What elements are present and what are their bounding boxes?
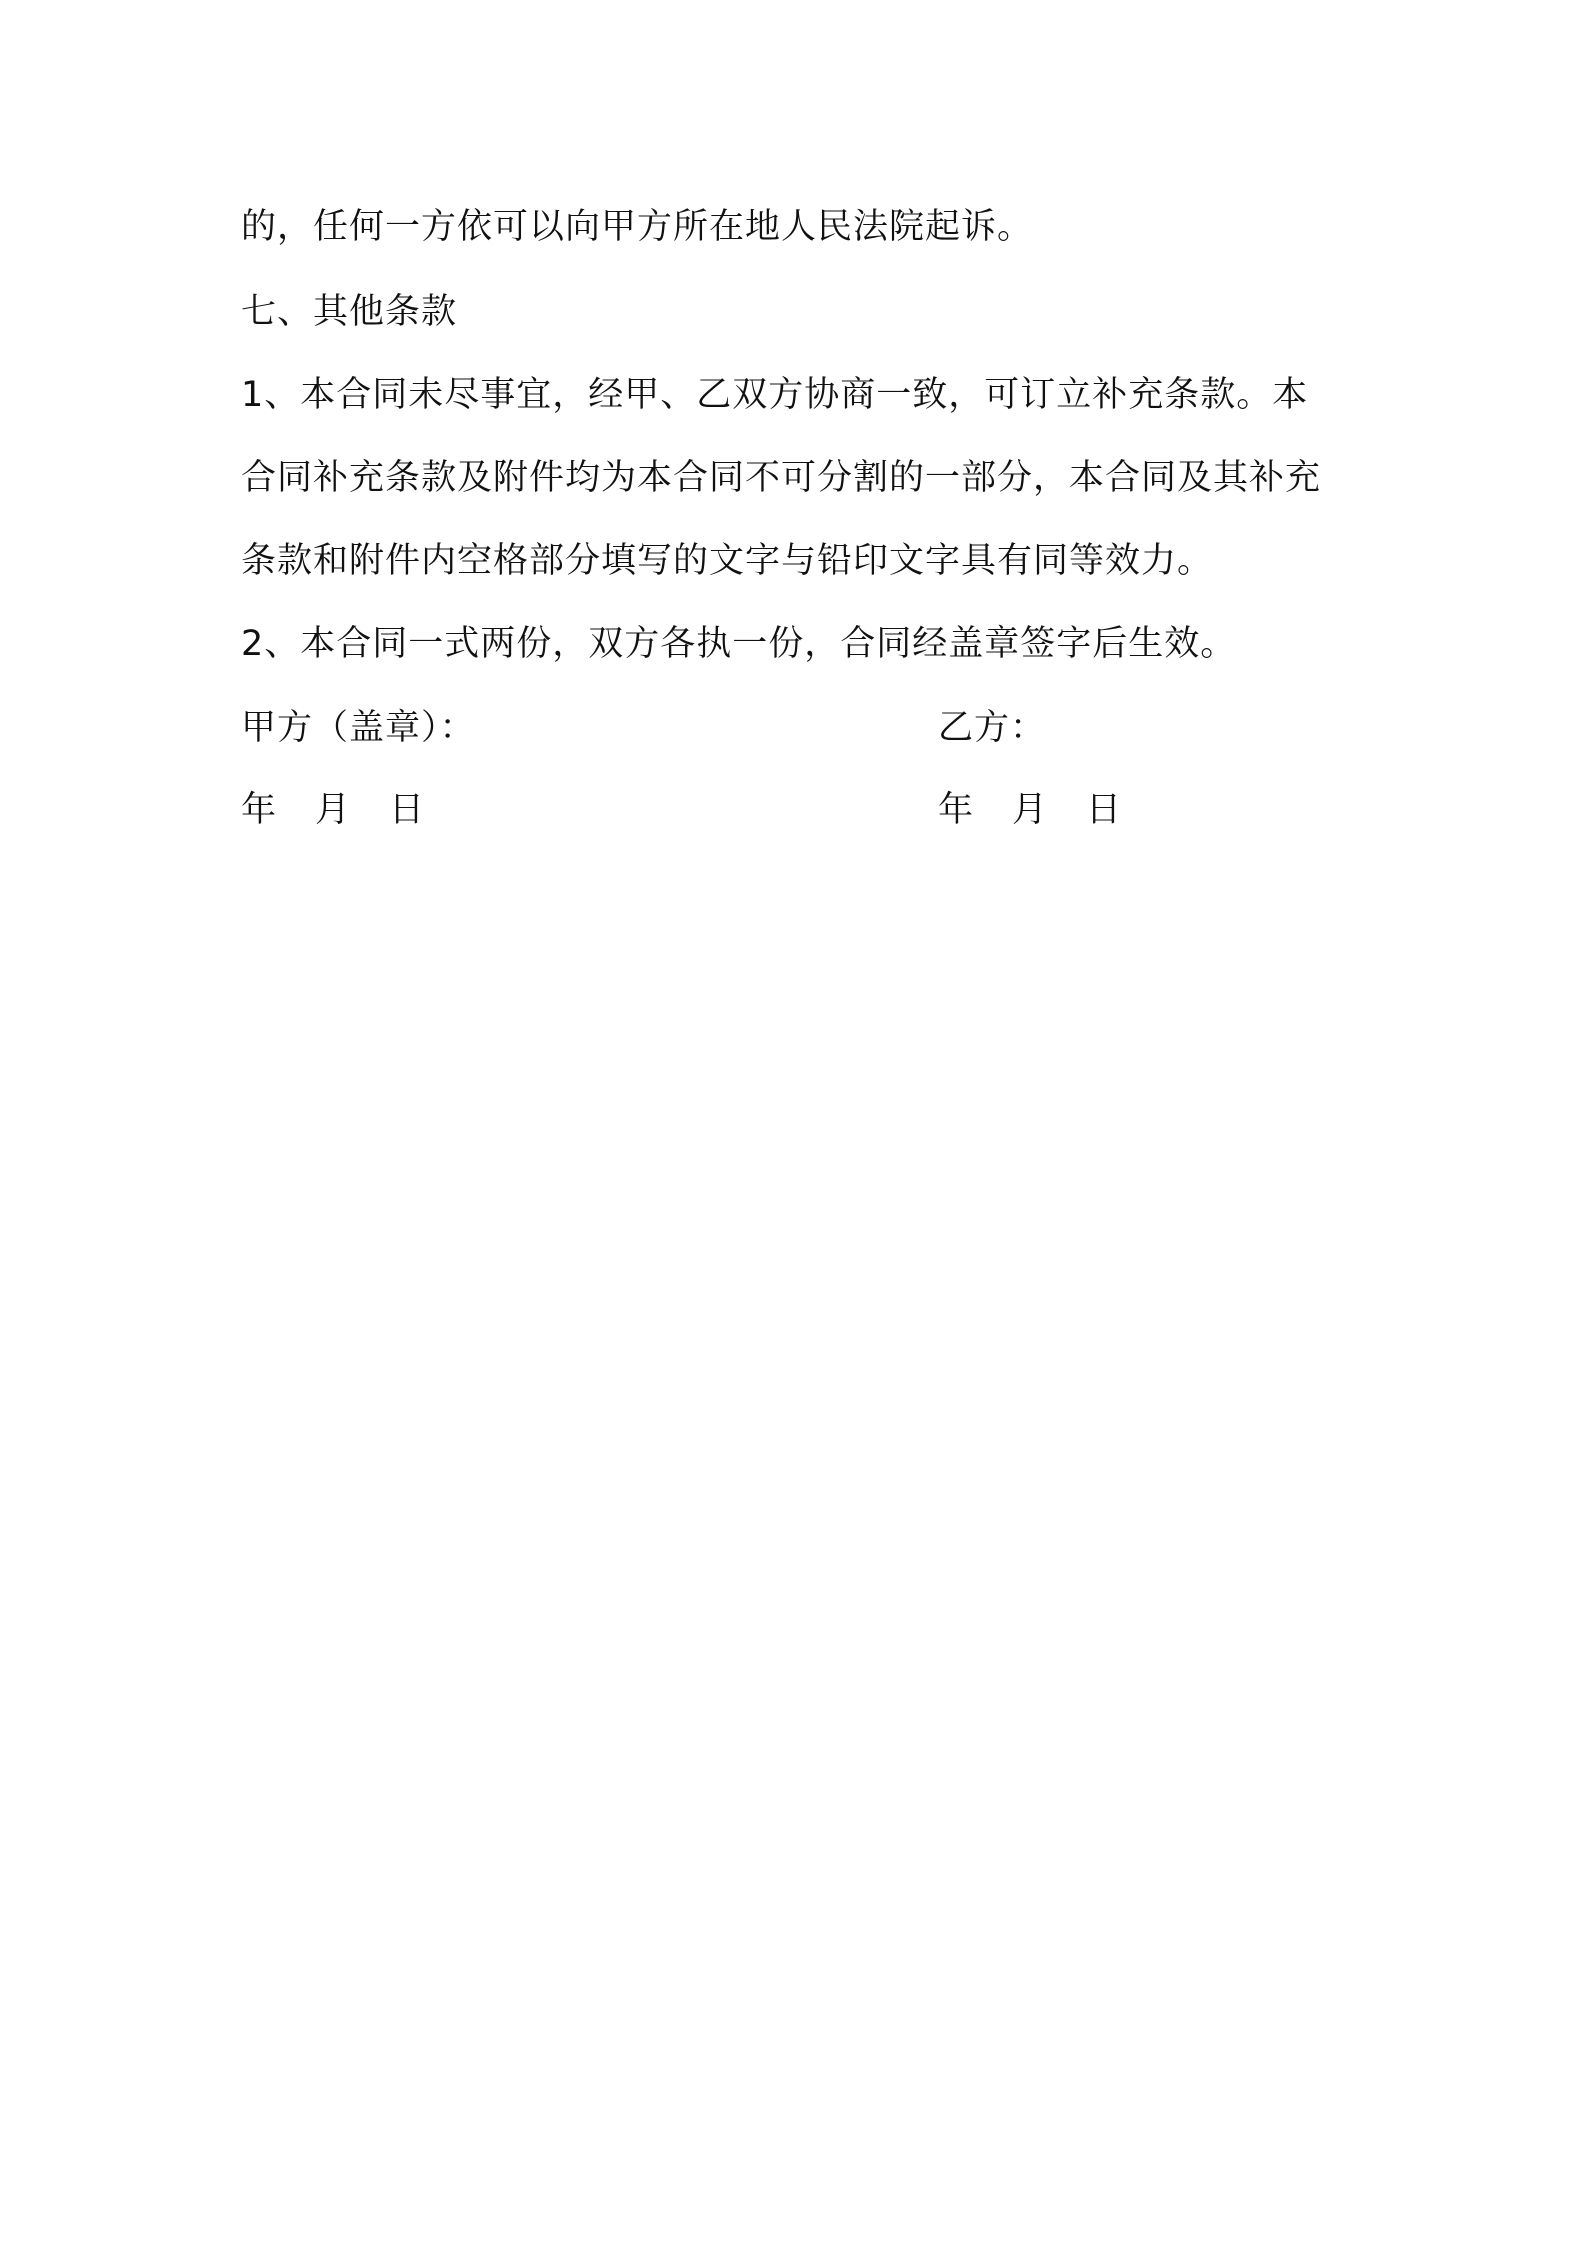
paragraph-line: 2、本合同一式两份，双方各执一份，合同经盖章签字后生效。 <box>241 624 1237 664</box>
party-b-signature-label: 乙方： <box>938 708 1047 748</box>
section-heading: 七、其他条款 <box>241 292 458 332</box>
date-day-label: 日 <box>389 790 426 830</box>
paragraph-line: 的，任何一方依可以向甲方所在地人民法院起诉。 <box>241 207 1034 247</box>
party-b-date <box>938 788 1122 832</box>
date-year-label: 年 <box>241 790 278 830</box>
party-a-signature-label: 甲方（盖章）： <box>241 708 476 748</box>
party-a-date <box>241 788 1361 832</box>
paragraph-line: 合同补充条款及附件均为本合同不可分割的一部分，本合同及其补充 <box>241 458 1322 498</box>
date-month-label: 月 <box>1012 790 1049 830</box>
date-month-label: 月 <box>315 790 352 830</box>
paragraph-line: 条款和附件内空格部分填写的文字与铅印文字具有同等效力。 <box>241 541 1214 581</box>
paragraph-line: 1、本合同未尽事宜，经甲、乙双方协商一致，可订立补充条款。本 <box>241 375 1309 415</box>
date-day-label: 日 <box>1086 790 1123 830</box>
date-year-label: 年 <box>938 790 975 830</box>
